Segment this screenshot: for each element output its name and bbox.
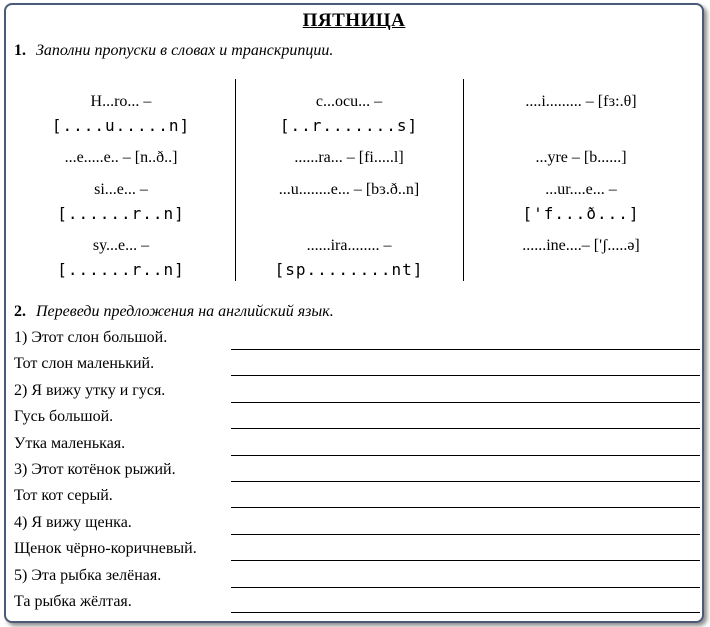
word-item (238, 234, 460, 282)
sentence: Тот слон маленький. (14, 355, 155, 372)
sentence: 3) Этот котёнок рыжий. (14, 461, 176, 478)
answer-line[interactable] (231, 481, 700, 482)
word-gap: si...e... – (94, 181, 148, 198)
task2-number: 2. (14, 303, 26, 320)
word-item (238, 90, 460, 138)
transcription-gap: ['f...ð...] (522, 204, 640, 223)
transcription-gap: [......r..n] (57, 260, 185, 279)
answer-line[interactable] (231, 587, 700, 588)
answer-line[interactable] (231, 375, 700, 376)
word-gap: ....i......... – [fɜ:.θ] (525, 93, 637, 110)
word-item (10, 90, 232, 138)
task1-number: 1. (14, 42, 26, 59)
task1-instruction: Заполни пропуски в словах и транскрипции. (36, 42, 334, 59)
task1-heading (14, 42, 333, 60)
word-item (466, 178, 696, 226)
word-item (466, 234, 696, 258)
word-item (10, 146, 232, 170)
sentence: Утка маленькая. (14, 435, 126, 452)
answer-line[interactable] (231, 612, 700, 613)
word-item (10, 234, 232, 282)
column-divider (463, 79, 464, 281)
answer-line[interactable] (231, 402, 700, 403)
answer-line[interactable] (231, 507, 700, 508)
sentence: Щенок чёрно-коричневый. (14, 540, 197, 557)
answer-line[interactable] (231, 455, 700, 456)
sentence: 1) Этот слон большой. (14, 329, 168, 346)
word-item (466, 146, 696, 170)
sentence: 4) Я вижу щенка. (14, 514, 132, 531)
word-gap: ...e.....e.. – [n..ð..] (64, 149, 178, 166)
answer-line[interactable] (231, 534, 700, 535)
word-gap: H...ro... – (90, 93, 152, 110)
word-gap: ...yre – [b......] (535, 149, 627, 166)
word-gap: ...u........e... – [bɜ.ð..n] (278, 181, 420, 198)
transcription-gap: [..r.......s] (279, 116, 419, 135)
sentence: Тот кот серый. (14, 487, 113, 504)
sentence: 5) Эта рыбка зелёная. (14, 567, 162, 584)
word-gap: ...ur....e... – (545, 181, 617, 198)
answer-line[interactable] (231, 560, 700, 561)
word-gap: ......ira........ – (306, 237, 392, 254)
worksheet (4, 3, 704, 623)
answer-line[interactable] (231, 428, 700, 429)
transcription-gap: [....u.....n] (51, 116, 191, 135)
word-gap: sy...e... – (92, 237, 150, 254)
sentence: Та рыбка жёлтая. (14, 593, 132, 610)
page-title: ПЯТНИЦА (302, 10, 406, 31)
word-item (466, 90, 696, 114)
word-gap: ......ra... – [fi.....l] (294, 149, 404, 166)
task2-instruction: Переведи предложения на английский язык. (36, 303, 334, 320)
transcription-gap: [sp........nt] (274, 260, 424, 279)
word-gap: ......ine....– ['ʃ.....ə] (522, 237, 640, 254)
word-item (238, 178, 460, 202)
word-item (10, 178, 232, 226)
sentence: Гусь большой. (14, 408, 114, 425)
column-divider (235, 79, 236, 281)
task2-heading (14, 303, 334, 321)
word-gap: c...ocu... – (315, 93, 383, 110)
sentence: 2) Я вижу утку и гуся. (14, 382, 166, 399)
answer-line[interactable] (231, 349, 700, 350)
word-item (238, 146, 460, 170)
transcription-gap: [......r..n] (57, 204, 185, 223)
